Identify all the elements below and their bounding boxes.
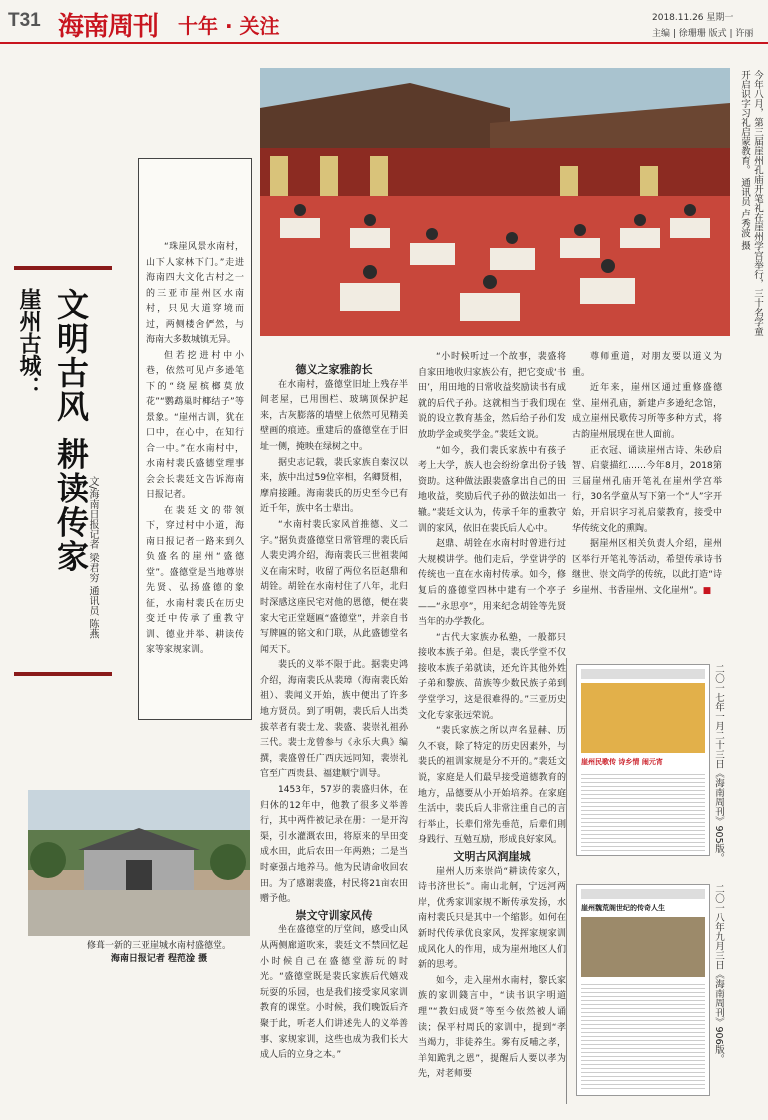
- thumb2-header: [581, 889, 705, 899]
- header-divider: [0, 42, 768, 44]
- headline-rule-top: [14, 266, 112, 270]
- paragraph: 裴氏的义举不限于此。据裴史鸿介绍，海南裴氏从裴璋（海南裴氏始祖）、裴闻义开始，族中便出了许多地方贤员。到了明朝，裴氏后人出类拔萃者有裴士龙、裴盛、裴崇礼祖孙三代。裴士龙曾参与《永乐大典》编撰，裴盛曾任广西庆远同知，裴崇礼官至广西贵县、福建顺宁训导。: [260, 660, 408, 780]
- paragraph: 赵鼎、胡铨在水南村时曾进行过大规模讲学。他们走后，学堂讲学的传统也一直在水南村传承。如今，修复后的盛德堂四林中建有一个亭子——“永思亭”，用来纪念胡铨等先贤当年的办学教化。: [418, 539, 566, 628]
- archive-thumbnail-905: [576, 664, 710, 856]
- paragraph: 据史志记载，裴氏家族自秦汉以来，族中出过59位宰相，名卿贤相，摩肩接踵。海南裴氏的历史至今已有近千年，族中名士辈出。: [260, 457, 408, 515]
- thumb2-caption: 二〇一八年九月三日《海南周刊》906版。: [713, 884, 724, 1064]
- hall-illustration: [28, 790, 250, 936]
- headline-byline: 文/海南日报记者 梁君穷 通讯员 陈燕: [87, 476, 98, 639]
- thumb1-caption: 二〇一七年一月二十三日《海南周刊》905版。: [713, 664, 724, 863]
- archive-thumbnail-906: [576, 884, 710, 1096]
- intro-para: 在裴廷文的带领下，穿过村中小道，海南日报记者一路来到久负盛名的崖州“盛德堂”。盛德堂是当地尊崇先贤、弘扬盛德的象征，水南村裴氏在历史变迁中传承了重教守训、德业并举、耕读传家等家规家训。: [146, 505, 244, 655]
- paragraph: 如今，走入崖州水南村，黎氏家族的家训錢言中，“读书识字明道理”“教妇成贤”等至今依然被人诵读；保平村周氏的家训中，提到“孝当竭力，非徒养生。雾有反哺之孝，羊知跪乳之恩”，提醒后人要以孝为先，对老师要: [418, 975, 566, 1080]
- paragraph: 正衣冠、诵读崖州古诗、朱砂启智、启蒙描红……今年8月，2018第三届崖州孔庙开笔礼在崖州学宫举行，30名学童从写下第一个“人”字开始，开启识字习礼启蒙教育，接受中华传统文化的熏陶。: [572, 445, 722, 534]
- intro-para: “珠崖风景水南村，山下人家林下门。”走进海南四大文化古村之一的三亚市崖州区水南村，只见大道穿境而过，两侧楼舍俨然，与海南大多数城镇无异。: [146, 242, 244, 345]
- thumb1-header: [581, 669, 705, 679]
- thumb2-headline: 崖州魏荒阁世纪的传奇人生: [581, 904, 665, 912]
- paragraph: 近年来，崖州区通过重修盛德堂、崖州孔庙，新建卢多逊纪念馆，成立崖州民歌传习所等多种方式，将古韵崖州展现在世人面前。: [572, 383, 722, 440]
- section-title: 十年 · 关注: [178, 14, 280, 38]
- thumb1-image: [581, 683, 705, 753]
- paragraph: 崖州人历来崇尚“耕读传家久，诗书济世长”。南山北舸，宁远河两岸，优秀家训家规不断传承发扬，水南村裴氏只是其中一个缩影。如何在新时代传承优良家风，发挥家规家训成风化人的作用，成为崖州地区人们新的思考。: [418, 866, 566, 971]
- brand-logo: 海南周刊: [58, 12, 159, 42]
- paragraph: 1453年，57岁的裴盛归休，在归休的12年中，他教了很多义举善行，其中两件被记录在册：一是开沟渠，引水灌溉农田，将原来的旱田变成水田，此后农田一年两熟；二是当时豪强占地养马。他为民请命收回农田。为了感谢裴盛，村民将21亩农田赠予他。: [260, 785, 408, 905]
- paragraph: “如今，我们裴氏家族中有孩子考上大学，族人也会纷纷拿出份子钱资助。这种做法跟裴盛拿出自己的田地收益，奖励后代子孙的做法如出一辙。”裴廷文认为，传承千年的重教守训的家风，依旧在裴氏后人心中。: [418, 445, 566, 534]
- bottom-caption-text: 修葺一新的三亚崖城水南村盛德堂。: [86, 941, 231, 951]
- bottom-caption-credit: 海南日报记者 程范淦 摄: [110, 954, 208, 964]
- paragraph: “古代大家族办私塾，一般都只接收本族子弟。但是，裴氏学堂不仅接收本族子弟就读，还允许其他外姓子弟和黎族、苗族等少数民族子弟到学堂学习，这是很难得的。”三亚历史文化专家张远荣说。: [418, 632, 566, 721]
- headline-kicker: 崖州古城：: [16, 288, 42, 398]
- paragraph: “小时候听过一个故事，裴盛将自家田地收归家族公有，把它变成‘书田’，用田地的日常收益奖励读书有成就的后代子孙。这就相当于我们现在说的设立教育基金，然后给子孙们发放助学金或奖学金。”裴廷文说。: [418, 352, 566, 440]
- subhead-2: 崇文守训家风传: [295, 908, 373, 922]
- paragraph: 坐在盛德堂的厅堂间，感受山风从两侧廊道吹来，裴廷文不禁回忆起小时候自己在盛德堂游玩的时光。“盛德堂既是裴氏家族后代嬉戏玩耍的乐园，也是我们接受家风家训教育的课堂。小时候，我们晚饭后齐聚于此，听老人们讲述先人的义举善事、家规家训，这些也成为我们长大成人后的立身之本。”: [260, 925, 408, 1061]
- paragraph: “裴氏家族之所以声名显赫、历久不衰，除了特定的历史因素外，与裴氏的祖训家规是分不开的。”裴廷文说，家庭是人们最早接受道德教育的地方，品德要从小开始培养。在家庭生活中，裴氏后人非常注重自己的言行举止，长辈们常先垂范，后辈们則身践行、互勉互励，形成良好家风。: [418, 726, 566, 846]
- ceremony-photo: [260, 68, 730, 336]
- headline-rule-bottom: [14, 672, 112, 676]
- top-photo-caption: 今年八月，第三届崖州孔庙开笔礼在崖州学宫举行，三十名学童开启识字习礼启蒙教育。 通讯员 卢秀波 摄: [739, 70, 763, 336]
- thumb2-image: [581, 917, 705, 977]
- thumb2-body: [581, 981, 705, 1091]
- body-column-4: [572, 350, 722, 600]
- end-mark: ■: [702, 585, 712, 596]
- page-number: T31: [8, 10, 41, 31]
- paragraph: “水南村裴氏家风首推德、义二字。”据负责盛德堂日常管理的裴氏后人裴史鸿介绍，海南裴氏三世祖裴闻义在南宋时，收留了两位名臣赵鼎和胡铨。胡铨在水南村住了八年，北归时深感这座民宅对他的恩德，便在裴家大宅正堂题匾“盛德堂”，并亲自书写牌匾的铭文和门联，从此盛德堂名闻天下。: [260, 519, 408, 655]
- bottom-photo-caption: [64, 940, 254, 966]
- body-column-3: [418, 350, 566, 1083]
- intro-text: [146, 240, 244, 659]
- issue-date: 2018.11.26 星期一: [652, 13, 734, 23]
- paragraph: [572, 537, 722, 599]
- headline-title: 文明古风 耕读传家: [52, 288, 90, 574]
- thumb1-body: [581, 771, 705, 851]
- ceremony-illustration: [260, 68, 730, 336]
- paragraph: 在水南村，盛德堂旧址上残存半间老屋，已用围栏、玻璃顶保护起来，古灰膨落的墙壁上依然可见精美壁画的痕迹。重建后的盛德堂在于旧址一侧，掩映在绿树之中。: [260, 379, 408, 452]
- thumb1-headline: 崖州民歌传 诗乡情 闹元宵: [581, 758, 663, 766]
- subhead-1: 德义之家雅韵长: [295, 363, 373, 376]
- paragraph: 尊师重道，对朋友要以道义为重。: [572, 352, 722, 378]
- shengde-hall-photo: [28, 790, 250, 936]
- intro-para: 但若挖进村中小巷，依然可见卢多逊笔下的“绕屋槟榔莫放花”“鹦鹉巢时椰结子”等景象。“崖州古训，犹在口中，在心中，在知行合一中。”在水南村中，水南村裴氏盛德堂理事会会长裴廷文告诉海南日报记者。: [146, 350, 244, 500]
- editor-credits: 主编 | 徐珊珊 版式 | 许丽: [652, 29, 754, 39]
- last-paragraph-text: 据崖州区相关负责人介绍，崖州区举行开笔礼等活动，希望传承诗书继世、崇文尚学的传统，以此打造“诗乡崖州、书香崖州、文化崖州”。: [572, 539, 722, 596]
- body-column-2: [260, 362, 408, 1064]
- subhead-3: 文明古风润崖城: [453, 850, 531, 863]
